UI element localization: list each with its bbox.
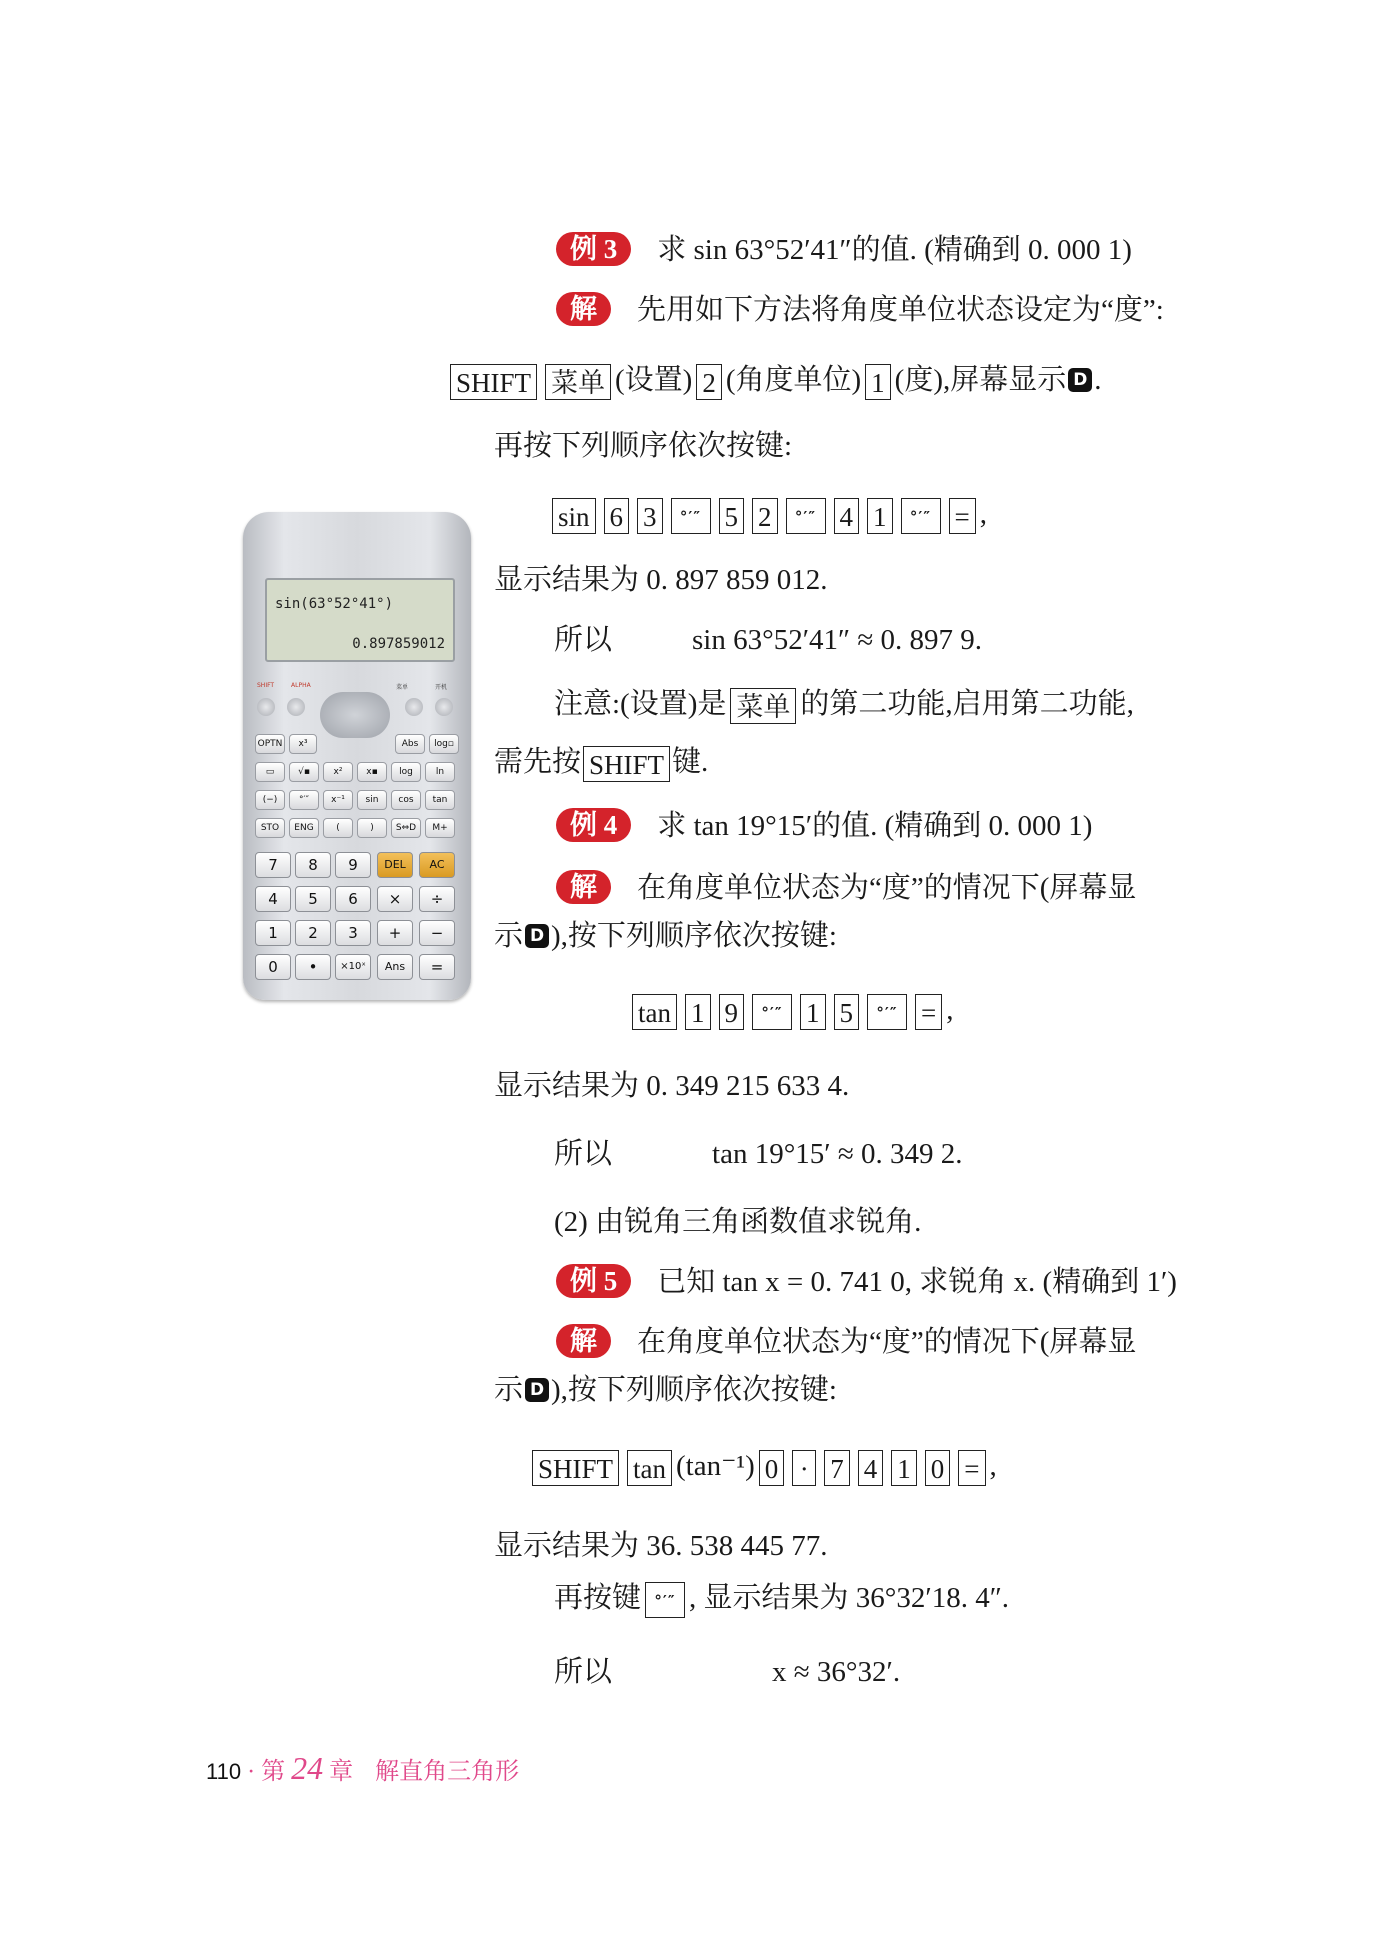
dms-key: °′″ (671, 498, 711, 534)
calc-key: cos (391, 790, 421, 810)
key: 4 (858, 1450, 884, 1486)
calc-key: Abs (395, 734, 425, 754)
calc-key: ( (323, 818, 353, 838)
settings-label: (度),屏幕显示 (894, 364, 1067, 396)
key: 3 (637, 498, 663, 534)
degree-mode-icon: D (525, 924, 549, 948)
solution-text: 示 (494, 920, 524, 952)
page-footer (206, 1750, 519, 1787)
calc-key: √▪ (289, 762, 319, 782)
result-text: 显示结果为 0. 897 859 012. (494, 564, 828, 596)
dms-key: °′″ (786, 498, 826, 534)
calc-key: 4 (255, 886, 291, 912)
inverse-label: (tan⁻¹) (676, 1450, 755, 1482)
again-text: 再按键 (554, 1582, 642, 1614)
dms-key: °′″ (752, 994, 792, 1030)
key: 0 (759, 1450, 785, 1486)
calc-key: x³ (289, 734, 317, 754)
key: · (792, 1450, 816, 1486)
solution-text: 在角度单位状态为“度”的情况下(屏幕显 (637, 1326, 1137, 1358)
note-text: 需先按 (494, 746, 582, 778)
screen-expression: sin(63°52°41°) (275, 596, 394, 612)
calc-key: ÷ (419, 886, 455, 912)
solution-badge: 解 (556, 292, 611, 326)
so-text: tan 19°15′ ≈ 0. 349 2. (712, 1138, 963, 1170)
calc-key: ×10ˣ (335, 954, 371, 980)
result-text: 显示结果为 0. 349 215 633 4. (494, 1070, 850, 1102)
calc-key: 8 (295, 852, 331, 878)
calc-key: × (377, 886, 413, 912)
chapter-number: 24 (291, 1750, 324, 1786)
calc-key: 7 (255, 852, 291, 878)
sequence-intro: 再按下列顺序依次按键: (494, 430, 793, 462)
again-line (554, 1578, 1009, 1618)
solution-3-line (556, 290, 1164, 330)
solution-4-line-2 (494, 916, 837, 956)
key: 0 (925, 1450, 951, 1486)
chapter-suffix: 章 (329, 1759, 354, 1785)
calc-key: °′″ (289, 790, 319, 810)
calc-key: 9 (335, 852, 371, 878)
calc-key: 2 (295, 920, 331, 946)
calc-key: + (377, 920, 413, 946)
so-label: 所以 (554, 624, 613, 656)
calc-key: x▪ (357, 762, 387, 782)
so-text: sin 63°52′41″ ≈ 0. 897 9. (692, 624, 983, 656)
solution-text: ),按下列顺序依次按键: (551, 920, 837, 952)
note-line-2 (494, 742, 708, 782)
key: 9 (719, 994, 745, 1030)
note-text: 的第二功能,启用第二功能, (800, 688, 1134, 720)
calculator-image (243, 512, 471, 1000)
alpha-label: ALPHA (291, 682, 311, 689)
calc-key: 5 (295, 886, 331, 912)
calc-key: S⇔D (391, 818, 421, 838)
example-text: 求 sin 63°52′41″的值. (精确到 0. 000 1) (657, 234, 1132, 266)
dpad-icon (320, 692, 390, 738)
calc-key: OPTN (255, 734, 285, 754)
example-text: 求 tan 19°15′的值. (精确到 0. 000 1) (657, 810, 1093, 842)
calc-key: ) (357, 818, 387, 838)
screen-result: 0.897859012 (352, 636, 445, 652)
so-line (554, 1652, 900, 1692)
chapter-title: 解直角三角形 (375, 1759, 520, 1785)
note-text: 注意:(设置)是 (554, 688, 727, 720)
calc-key: = (419, 954, 455, 980)
key: = (949, 498, 976, 534)
dms-key: °′″ (867, 994, 907, 1030)
calc-key: 0 (255, 954, 291, 980)
key: 2 (752, 498, 778, 534)
so-label: 所以 (554, 1138, 613, 1170)
solution-text: 在角度单位状态为“度”的情况下(屏幕显 (637, 872, 1137, 904)
key-2: 2 (696, 364, 722, 400)
solution-4-line (556, 868, 1136, 908)
key: = (958, 1450, 985, 1486)
so-text: x ≈ 36°32′. (772, 1656, 901, 1688)
solution-text: 示 (494, 1374, 524, 1406)
calc-key-del: DEL (377, 852, 413, 878)
degree-mode-icon: D (525, 1378, 549, 1402)
calc-key: ENG (289, 818, 319, 838)
solution-5-line (556, 1322, 1136, 1362)
calc-key: STO (255, 818, 285, 838)
calc-key: (−) (255, 790, 285, 810)
key-shift: SHIFT (450, 364, 537, 400)
key: 5 (834, 994, 860, 1030)
key-tan: tan (627, 1450, 672, 1486)
calc-key: 1 (255, 920, 291, 946)
settings-label: (设置) (615, 364, 693, 396)
result-text: 显示结果为 36. 538 445 77. (494, 1530, 828, 1562)
example-5-line (556, 1262, 1177, 1302)
note-line-1 (554, 684, 1134, 724)
menu-round-key (405, 698, 423, 716)
example-text: 已知 tan x = 0. 741 0, 求锐角 x. (精确到 1′) (657, 1266, 1177, 1298)
calc-key: tan (425, 790, 455, 810)
solution-5-line-2 (494, 1370, 837, 1410)
note-text: 键. (672, 746, 709, 778)
key: tan (632, 994, 677, 1030)
key: 4 (834, 498, 860, 534)
degree-mode-icon: D (1068, 368, 1092, 392)
example-badge: 例 5 (556, 1264, 631, 1298)
key: sin (552, 498, 596, 534)
section-heading: (2) 由锐角三角函数值求锐角. (554, 1206, 922, 1238)
solution-text: ),按下列顺序依次按键: (551, 1374, 837, 1406)
footer-dot: · (247, 1759, 256, 1785)
key: 7 (824, 1450, 850, 1486)
alpha-round-key (287, 698, 305, 716)
key-menu: 菜单 (730, 688, 796, 724)
example-badge: 例 4 (556, 808, 631, 842)
example-badge: 例 3 (556, 232, 631, 266)
calculator-screen (265, 578, 455, 662)
calc-key: ln (425, 762, 455, 782)
chapter-prefix: 第 (261, 1759, 286, 1785)
calc-key: x⁻¹ (323, 790, 353, 810)
calc-key: − (419, 920, 455, 946)
again-text: , 显示结果为 36°32′18. 4″. (689, 1582, 1010, 1614)
example-3-line (556, 230, 1132, 270)
so-line (554, 620, 982, 660)
key-menu: 菜单 (545, 364, 611, 400)
settings-label: (角度单位) (725, 364, 862, 396)
calc-key: 6 (335, 886, 371, 912)
solution-badge: 解 (556, 870, 611, 904)
key: = (915, 994, 942, 1030)
calc-key-ac: AC (419, 852, 455, 878)
shift-round-key (257, 698, 275, 716)
calc-key: log▫ (429, 734, 459, 754)
key-sequence-4: tan 1 9 °′″ 1 5 °′″ = , (628, 990, 953, 1030)
settings-sequence (446, 360, 1102, 400)
key: 1 (685, 994, 711, 1030)
page-number: 110 (206, 1759, 242, 1784)
key-sequence-3: sin 6 3 °′″ 5 2 °′″ 4 1 °′″ = , (548, 494, 987, 534)
calc-key: M+ (425, 818, 455, 838)
calc-key: Ans (377, 954, 413, 980)
menu-label: 菜单 (396, 684, 409, 691)
dms-key: °′″ (645, 1582, 685, 1618)
key: 1 (867, 498, 893, 534)
key: 5 (719, 498, 745, 534)
power-label: 开机 (435, 684, 448, 691)
example-4-line (556, 806, 1092, 846)
calc-key: log (391, 762, 421, 782)
key: 1 (800, 994, 826, 1030)
key: 6 (604, 498, 630, 534)
on-round-key (435, 698, 453, 716)
calc-key: x² (323, 762, 353, 782)
period: . (1094, 364, 1102, 396)
so-line (554, 1134, 963, 1174)
calc-key: sin (357, 790, 387, 810)
so-label: 所以 (554, 1656, 613, 1688)
calc-key: 3 (335, 920, 371, 946)
key-sequence-5: SHIFT tan (tan⁻¹) 0 · 7 4 1 0 = , (528, 1446, 997, 1486)
solution-text: 先用如下方法将角度单位状态设定为“度”: (637, 294, 1164, 326)
dms-key: °′″ (901, 498, 941, 534)
key-1: 1 (865, 364, 891, 400)
solution-badge: 解 (556, 1324, 611, 1358)
shift-label: SHIFT (257, 682, 275, 689)
calc-key: • (295, 954, 331, 980)
key-shift: SHIFT (532, 1450, 619, 1486)
key: 1 (891, 1450, 917, 1486)
key-shift: SHIFT (583, 746, 670, 782)
calc-key: ▭ (255, 762, 285, 782)
